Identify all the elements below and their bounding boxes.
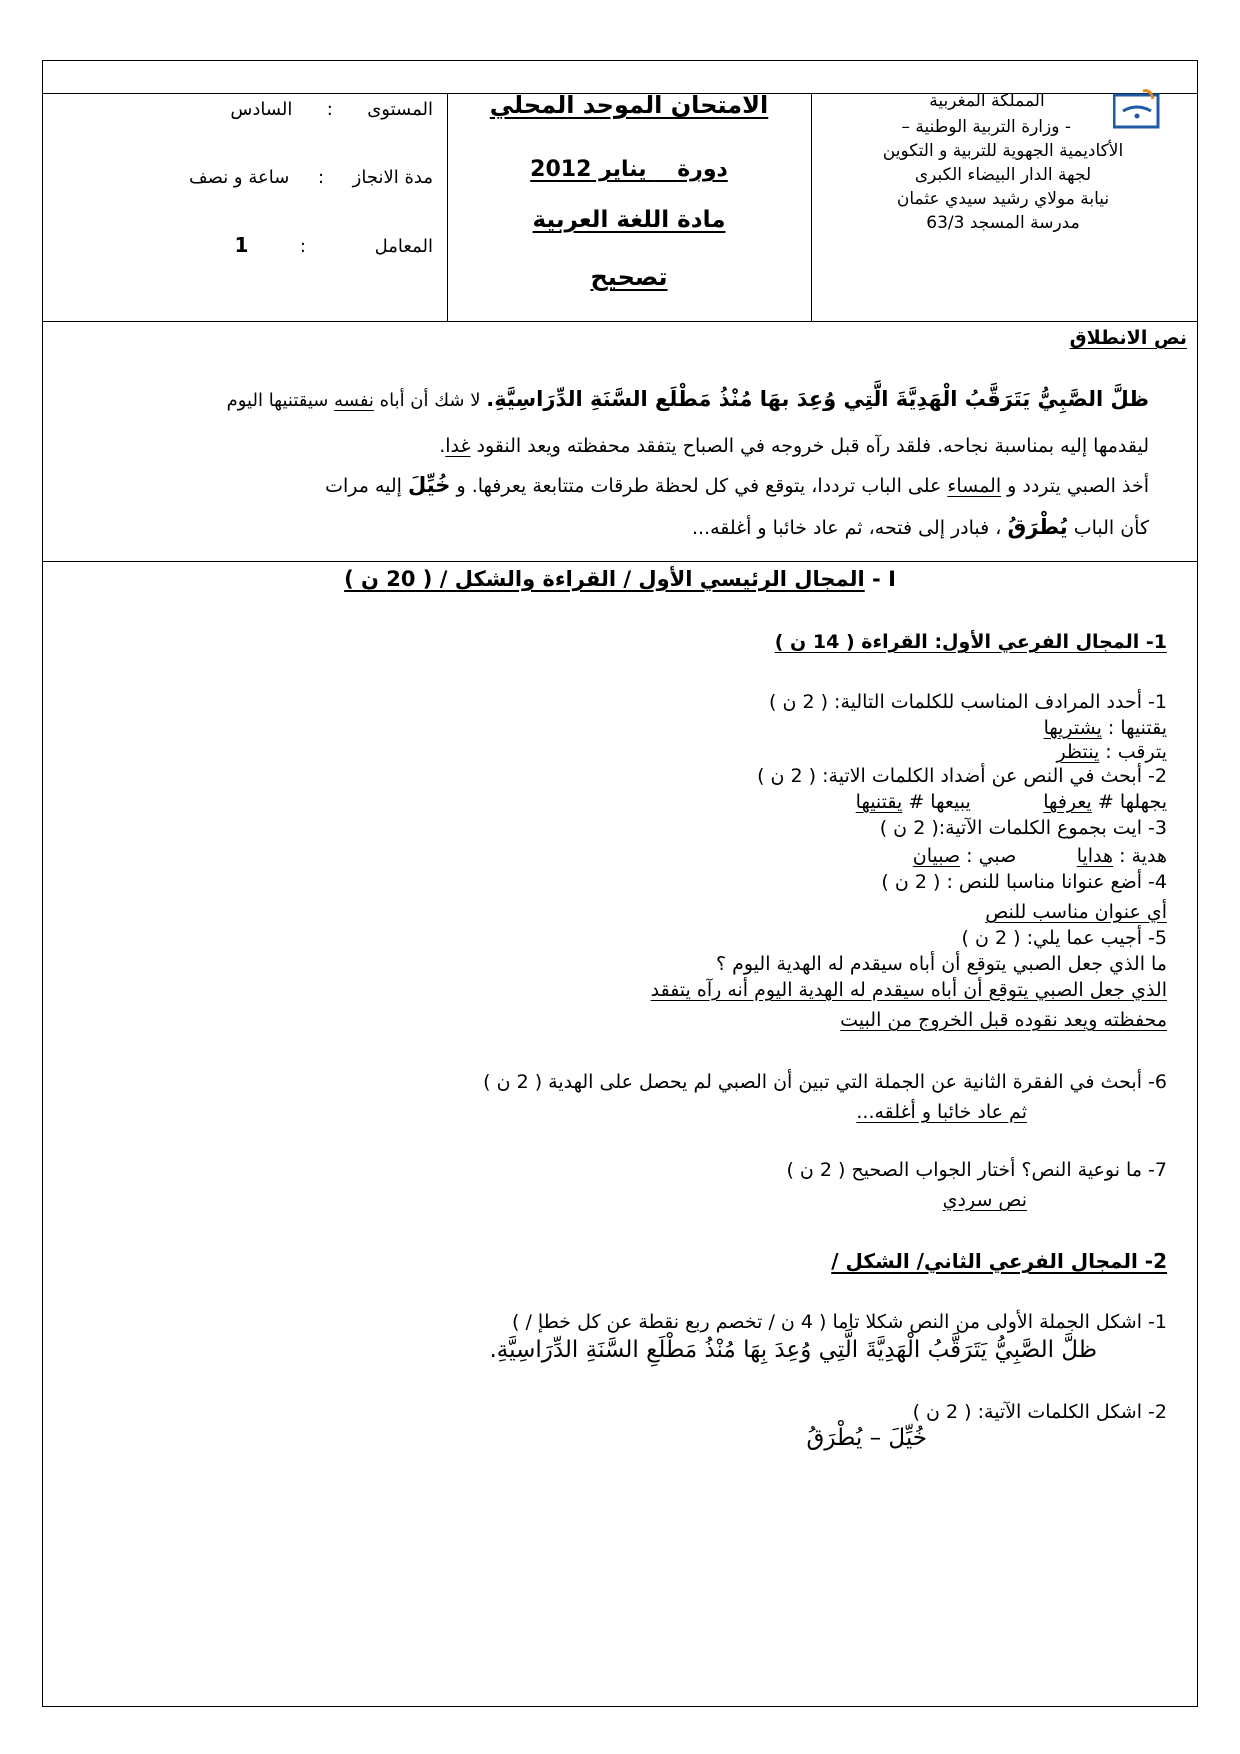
form-question-1: 1- اشكل الجملة الأولى من النص شكلا تاما ( 4 ن / تخصم ربع نقطة عن كل خطإ / ) [512, 1311, 1167, 1333]
answer-4: أي عنوان مناسب للنص [985, 901, 1167, 923]
answer-3: هدية : هدايا صبي : صبيان [912, 845, 1167, 867]
answer-2: يجهلها # يعرفها يبيعها # يقتنيها [855, 791, 1167, 813]
header-divider [43, 321, 1197, 322]
session-value: يناير 2012 [530, 157, 647, 182]
exam-subject: مادة اللغة العربية [532, 207, 726, 233]
question-3: 3- ايت بجموع الكلمات الآتية:( 2 ن ) [879, 817, 1167, 839]
question-5: 5- أجيب عما يلي: ( 2 ن ) [961, 927, 1167, 949]
question-1: 1- أحدد المرادف المناسب للكلمات التالية: ( 2 ن ) [769, 691, 1167, 713]
kingdom-name: المملكة المغربية [929, 91, 1045, 111]
question-2: 2- أبحث في النص عن أضداد الكلمات الاتية: ( 2 ن ) [757, 765, 1167, 787]
passage-heading: نص الانطلاق [1069, 327, 1187, 349]
form-answer-2: خُيِّلَ – يُطْرَقُ [806, 1425, 927, 1451]
academy-name: الأكاديمية الجهوية للتربية و التكوين [882, 141, 1124, 161]
coefficient-label: المعامل [374, 236, 433, 257]
level-value: السادس [230, 99, 293, 120]
answer-7: نص سردي [942, 1189, 1027, 1211]
question-5-text: ما الذي جعل الصبي يتوقع أن أباه سيقدم له الهدية اليوم ؟ [715, 953, 1167, 975]
page-frame [42, 60, 1198, 1707]
session-label: دورة [677, 157, 728, 182]
correction-label: تصحيح [590, 263, 668, 291]
passage-first-sentence: ظلَّ الصَّبِيُّ يَتَرَقَّبُ الْهَدِيَّةَ الَّتِي وُعِدَ بهَا مُنْذُ مَطْلَع السَّنَةِ الدِّرَاسِيَّةِ. [486, 387, 1149, 411]
passage-line-4: كأن الباب يُطْرَقُ ، فبادر إلى فتحه، ثم عاد خائبا و أغلقه... [691, 515, 1149, 539]
exam-title: الامتحان الموحد المحلي [489, 91, 769, 119]
academy-logo-icon [1113, 89, 1161, 129]
question-6: 6- أبحث في الفقرة الثانية عن الجملة التي تبين أن الصبي لم يحصل على الهدية ( 2 ن ) [483, 1071, 1167, 1093]
region-name: لجهة الدار البيضاء الكبرى [914, 165, 1092, 185]
form-answer-1: ظلَّ الصَّبِيُّ يَتَرَقَّبُ الْهَدِيَّةَ الَّتِي وُعِدَ بِهَا مُنْذُ مَطْلَعِ السَّنَةِ الدِّرَاسِيَّةِ. [489, 1337, 1097, 1363]
level-label: المستوى [367, 99, 433, 120]
duration-label: مدة الانجاز [352, 167, 433, 188]
duration-value: ساعة و نصف [188, 167, 290, 188]
answer-1b: يترقب : ينتظر [1056, 741, 1167, 763]
question-4: 4- أضع عنوانا مناسبا للنص : ( 2 ن ) [881, 871, 1167, 893]
level-row: المستوى : السادس [230, 99, 433, 120]
form-title: 2- المجال الفرعي الثاني/ الشكل / [831, 1249, 1167, 1273]
question-7: 7- ما نوعية النص؟ أختار الجواب الصحيح ( 2 ن ) [786, 1159, 1167, 1181]
passage-divider [43, 561, 1197, 562]
domain-numeral: I [888, 567, 896, 591]
domain-one-title: I - المجال الرئيسي الأول / القراءة والشكل / ( 20 ن ) [344, 567, 896, 591]
header-column-divider-right [811, 93, 812, 321]
answer-5-line-2: محفظته ويعد نقوده قبل الخروج من البيت [840, 1009, 1167, 1031]
coefficient-value: 1 [234, 233, 249, 257]
answer-5-line-1: الذي جعل الصبي يتوقع أن أباه سيقدم له الهدية اليوم أنه رآه يتفقد [650, 979, 1167, 1001]
passage-line-2: ليقدمها إليه بمناسبة نجاحه. فلقد رآه قبل خروجه في الصباح يتفقد محفظته ويعد النقود غدا. [439, 435, 1149, 457]
answer-6: ثم عاد خائبا و أغلقه... [856, 1101, 1027, 1123]
reading-title: 1- المجال الفرعي الأول: القراءة ( 14 ن ) [774, 631, 1167, 653]
passage-line-1: ظلَّ الصَّبِيُّ يَتَرَقَّبُ الْهَدِيَّةَ الَّتِي وُعِدَ بهَا مُنْذُ مَطْلَع السَّنَةِ الدِّرَاسِيَّةِ. لا شك أن أباه نفسه سيقتنيها اليوم [226, 387, 1149, 411]
ministry-name: - وزارة التربية الوطنية – [901, 117, 1071, 137]
coefficient-row: المعامل : 1 [234, 233, 433, 257]
answer-1a: يقتنيها : يشتريها [1043, 717, 1167, 739]
exam-session [449, 157, 809, 182]
duration-row: مدة الانجاز : ساعة و نصف [188, 167, 433, 188]
passage-line-3: أخذ الصبي يتردد و المساء على الباب ترددا، يتوقع في كل لحظة طرقات متتابعة يعرفها. و خُيِّلَ إليه مرات [325, 473, 1149, 497]
delegation-name: نيابة مولاي رشيد سيدي عثمان [896, 189, 1110, 209]
header-column-divider-left [447, 93, 448, 321]
form-question-2: 2- اشكل الكلمات الآتية: ( 2 ن ) [912, 1401, 1167, 1423]
school-name: مدرسة المسجد 63/3 [926, 213, 1080, 233]
